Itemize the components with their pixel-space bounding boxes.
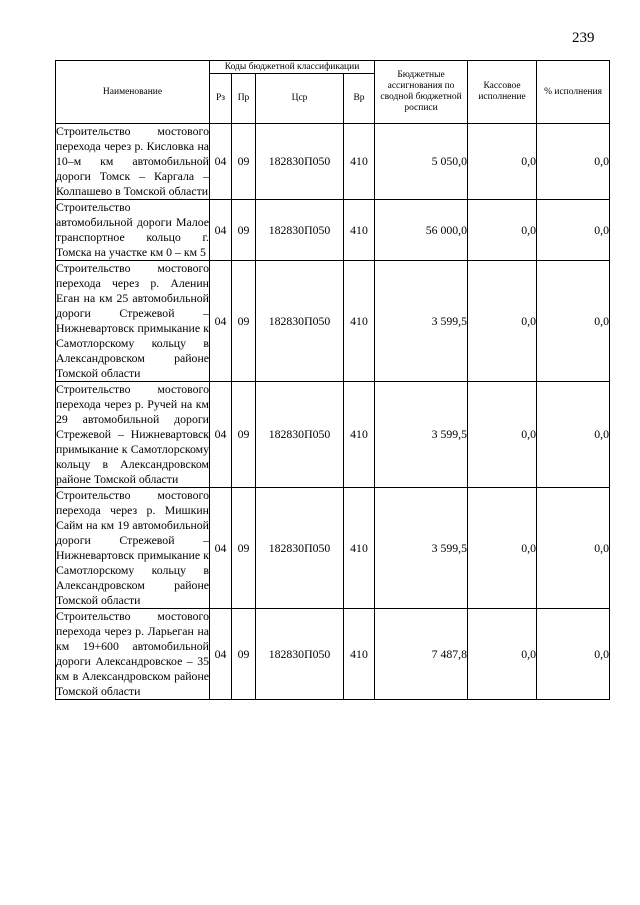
row-rz: 04: [210, 382, 232, 488]
row-name: Строительство мостового перехода через р. Мишкин Сайм на км 19 автомобильной дороги Стрежевой – Нижневартовск примыкание к Самотлорскому кольцу в Александровском районе Томской области: [56, 488, 209, 607]
table-row: [56, 200, 610, 261]
header-csr: Цср: [256, 74, 344, 124]
row-pr: 09: [232, 124, 256, 200]
row-rz: 04: [210, 609, 232, 700]
row-budget: 3 599,5: [375, 488, 468, 609]
header-name: Наименование: [56, 61, 210, 124]
header-codes-group: Коды бюджетной классификации: [210, 61, 375, 74]
row-cash: 0,0: [468, 382, 537, 488]
row-percent: 0,0: [537, 488, 610, 609]
row-budget: 3 599,5: [375, 382, 468, 488]
row-csr: 182830П050: [256, 382, 344, 488]
row-vr: 410: [344, 200, 375, 261]
header-pr: Пр: [232, 74, 256, 124]
row-csr: 182830П050: [256, 609, 344, 700]
row-budget: 56 000,0: [375, 200, 468, 261]
row-pr: 09: [232, 200, 256, 261]
row-csr: 182830П050: [256, 124, 344, 200]
row-pr: 09: [232, 382, 256, 488]
row-rz: 04: [210, 488, 232, 609]
row-pr: 09: [232, 488, 256, 609]
row-cash: 0,0: [468, 609, 537, 700]
row-percent: 0,0: [537, 200, 610, 261]
row-name: Строительство мостового перехода через р. Кисловка на 10–м км автомобильной дороги Томск – Каргала – Колпашево в Томской области: [56, 124, 209, 198]
row-csr: 182830П050: [256, 488, 344, 609]
row-percent: 0,0: [537, 382, 610, 488]
row-rz: 04: [210, 261, 232, 382]
header-percent: % исполнения: [537, 61, 610, 124]
table-row: [56, 488, 610, 609]
row-cash: 0,0: [468, 488, 537, 609]
table-row: [56, 261, 610, 382]
budget-table: [55, 60, 610, 700]
row-vr: 410: [344, 488, 375, 609]
table-row: [56, 124, 610, 200]
row-percent: 0,0: [537, 261, 610, 382]
row-vr: 410: [344, 261, 375, 382]
row-vr: 410: [344, 382, 375, 488]
row-pr: 09: [232, 261, 256, 382]
row-cash: 0,0: [468, 261, 537, 382]
row-budget: 3 599,5: [375, 261, 468, 382]
row-cash: 0,0: [468, 200, 537, 261]
row-csr: 182830П050: [256, 200, 344, 261]
header-budget: Бюджетные ассигнования по сводной бюджетной росписи: [375, 61, 468, 124]
page-number: 239: [572, 30, 595, 46]
row-rz: 04: [210, 124, 232, 200]
row-vr: 410: [344, 124, 375, 200]
table-row: [56, 382, 610, 488]
row-rz: 04: [210, 200, 232, 261]
row-name: Строительство автомобильной дороги Малое транспортное кольцо г. Томска на участке км 0 – км 5: [56, 200, 209, 259]
row-name: Строительство мостового перехода через р. Ларьеган на км 19+600 автомобильной дороги Александровское – 35 км в Александровском районе Томской области: [56, 609, 209, 698]
header-vr: Вр: [344, 74, 375, 124]
row-name: Строительство мостового перехода через р. Ручей на км 29 автомобильной дороги Стрежевой – Нижневартовск примыкание к Самотлорскому кольцу в Александровском районе Томской области: [56, 382, 209, 486]
table-row: [56, 609, 610, 700]
header-cash: Кассовое исполнение: [468, 61, 537, 124]
header-rz: Рз: [210, 74, 232, 124]
row-csr: 182830П050: [256, 261, 344, 382]
row-budget: 5 050,0: [375, 124, 468, 200]
row-name: Строительство мостового перехода через р. Аленин Еган на км 25 автомобильной дороги Стрежевой – Нижневартовск примыкание к Самотлорскому кольцу в Александровском районе Томской области: [56, 261, 209, 380]
row-cash: 0,0: [468, 124, 537, 200]
row-percent: 0,0: [537, 609, 610, 700]
row-pr: 09: [232, 609, 256, 700]
row-vr: 410: [344, 609, 375, 700]
row-budget: 7 487,8: [375, 609, 468, 700]
row-percent: 0,0: [537, 124, 610, 200]
